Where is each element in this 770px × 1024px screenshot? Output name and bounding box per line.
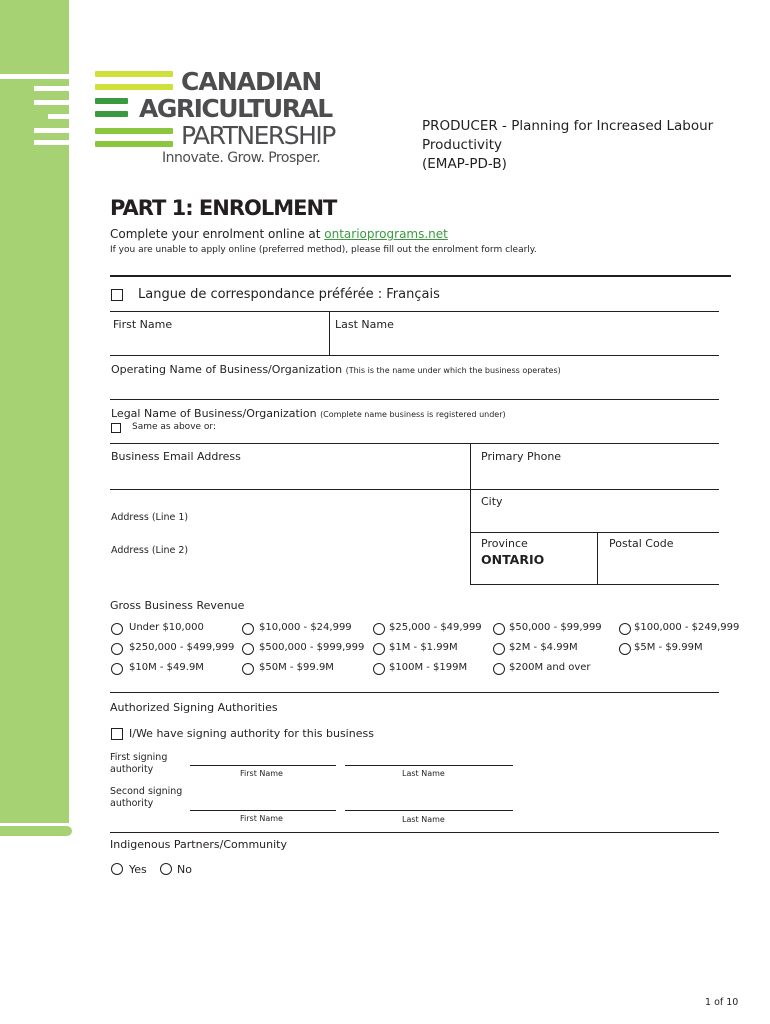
last-name-caption: Last Name — [402, 815, 445, 824]
instruction-text: Complete your enrolment online at — [110, 227, 321, 241]
decorative-sidebar — [0, 0, 69, 823]
revenue-option: $50M - $99.9M — [259, 662, 334, 673]
revenue-option: $500,000 - $999,999 — [259, 642, 365, 653]
revenue-radio[interactable] — [242, 663, 254, 675]
last-name-caption: Last Name — [402, 769, 445, 778]
first-signer-last-name-input[interactable] — [345, 750, 512, 765]
signing-authority-checkbox[interactable] — [111, 728, 123, 740]
signature-line — [345, 765, 513, 766]
gross-revenue-label: Gross Business Revenue — [110, 599, 245, 612]
indigenous-yes-radio[interactable] — [111, 863, 123, 875]
address-line2-label: Address (Line 2) — [111, 545, 189, 556]
divider — [110, 311, 719, 312]
postal-code-input[interactable] — [599, 553, 718, 583]
sidebar-stripe — [34, 86, 69, 91]
sidebar-stripe — [34, 140, 69, 145]
revenue-radio[interactable] — [111, 663, 123, 675]
first-name-label: First Name — [113, 318, 173, 331]
city-label: City — [481, 495, 503, 508]
signature-line — [190, 765, 336, 766]
first-name-caption: First Name — [240, 814, 283, 823]
divider — [110, 443, 719, 444]
revenue-radio[interactable] — [493, 643, 505, 655]
page-number: 1 of 10 — [705, 997, 739, 1008]
revenue-radio[interactable] — [242, 643, 254, 655]
province-label: Province — [481, 537, 528, 550]
revenue-radio[interactable] — [619, 623, 631, 635]
business-email-input[interactable] — [110, 466, 468, 488]
logo-bar — [95, 111, 128, 117]
revenue-radio[interactable] — [111, 643, 123, 655]
second-signer-first-name-input[interactable] — [190, 795, 335, 810]
second-signing-label — [110, 786, 182, 810]
operating-name-input[interactable] — [110, 380, 719, 399]
instruction — [110, 227, 448, 241]
indigenous-label: Indigenous Partners/Community — [110, 838, 287, 851]
logo-line3: PARTNERSHIP — [181, 121, 335, 150]
address-line1-input[interactable] — [180, 505, 468, 529]
divider — [110, 832, 719, 833]
operating-name-note: (This is the name under which the business operates) — [345, 366, 561, 375]
divider — [110, 692, 719, 693]
first-signing-label — [110, 752, 167, 776]
divider — [110, 489, 719, 490]
sidebar-stripe — [34, 100, 69, 105]
first-signing-label-l1: First signing — [110, 752, 168, 763]
signing-authorities-label: Authorized Signing Authorities — [110, 701, 278, 714]
revenue-radio[interactable] — [373, 663, 385, 675]
revenue-option: $50,000 - $99,999 — [509, 622, 602, 633]
divider — [597, 532, 598, 585]
operating-name-text: Operating Name of Business/Organization — [111, 363, 343, 376]
signing-authority-checkbox-label: I/We have signing authority for this business — [129, 727, 374, 740]
indigenous-no-label: No — [177, 863, 192, 876]
divider — [110, 355, 719, 356]
indigenous-yes-label: Yes — [129, 863, 147, 876]
logo-bar — [95, 141, 173, 147]
divider — [470, 584, 719, 585]
revenue-radio[interactable] — [242, 623, 254, 635]
divider — [329, 311, 330, 356]
revenue-radio[interactable] — [111, 623, 123, 635]
revenue-option: $10M - $49.9M — [129, 662, 204, 673]
primary-phone-input[interactable] — [472, 466, 718, 488]
revenue-option: $100M - $199M — [389, 662, 468, 673]
primary-phone-label: Primary Phone — [481, 450, 562, 463]
second-signing-label-l1: Second signing — [110, 786, 183, 797]
part-heading: PART 1: ENROLMENT — [110, 196, 337, 220]
legal-name-text: Legal Name of Business/Organization — [111, 407, 317, 420]
form-title — [422, 117, 713, 174]
divider — [110, 275, 731, 277]
first-signing-label-l2: authority — [110, 764, 154, 775]
first-name-input[interactable] — [110, 335, 328, 355]
sidebar-tab — [0, 826, 72, 836]
revenue-option: $2M - $4.99M — [509, 642, 578, 653]
logo-bar — [95, 71, 173, 77]
city-input[interactable] — [472, 510, 718, 530]
logo-bar — [95, 84, 173, 90]
revenue-radio[interactable] — [373, 643, 385, 655]
revenue-radio[interactable] — [373, 623, 385, 635]
divider — [110, 399, 719, 400]
last-name-input[interactable] — [331, 335, 717, 355]
same-as-above-checkbox[interactable] — [111, 423, 121, 433]
signature-line — [345, 810, 513, 811]
instruction-note: If you are unable to apply online (preferred method), please fill out the enrolment form clearly. — [110, 245, 537, 255]
logo-tagline: Innovate. Grow. Prosper. — [162, 150, 321, 166]
address-line2-input[interactable] — [180, 538, 468, 582]
revenue-option: $100,000 - $249,999 — [634, 622, 740, 633]
revenue-radio[interactable] — [493, 663, 505, 675]
sidebar-stripe — [34, 128, 69, 133]
revenue-option: $1M - $1.99M — [389, 642, 458, 653]
revenue-option: $10,000 - $24,999 — [259, 622, 352, 633]
first-signer-first-name-input[interactable] — [190, 750, 335, 765]
legal-name-label — [111, 407, 506, 420]
revenue-radio[interactable] — [619, 643, 631, 655]
logo-bar — [95, 128, 173, 134]
second-signing-label-l2: authority — [110, 798, 154, 809]
ontarioprograms-link[interactable]: ontarioprograms.net — [324, 227, 448, 241]
revenue-option: $25,000 - $49,999 — [389, 622, 482, 633]
revenue-option: $5M - $9.99M — [634, 642, 703, 653]
same-as-above-label: Same as above or: — [132, 422, 216, 432]
divider — [470, 532, 719, 533]
form-title-line3: (EMAP-PD-B) — [422, 156, 507, 172]
revenue-radio[interactable] — [493, 623, 505, 635]
form-title-line1: PRODUCER - Planning for Increased Labour — [422, 118, 714, 134]
language-label: Langue de correspondance préférée : Français — [138, 287, 440, 302]
logo-line1: CANADIAN — [181, 67, 322, 96]
legal-name-note: (Complete name business is registered under) — [320, 410, 506, 419]
operating-name-label — [111, 363, 561, 376]
revenue-option: Under $10,000 — [129, 622, 204, 633]
logo-bar — [95, 98, 128, 104]
last-name-label: Last Name — [335, 318, 394, 331]
address-line1-label: Address (Line 1) — [111, 512, 189, 523]
business-email-label: Business Email Address — [111, 450, 241, 463]
logo-line2: AGRICULTURAL — [139, 94, 332, 123]
revenue-option: $250,000 - $499,999 — [129, 642, 235, 653]
form-title-line2: Productivity — [422, 137, 503, 153]
signature-line — [190, 810, 336, 811]
postal-code-label: Postal Code — [609, 537, 674, 550]
first-name-caption: First Name — [240, 769, 283, 778]
sidebar-stripe — [0, 74, 69, 79]
language-checkbox[interactable] — [111, 289, 123, 301]
sidebar-stripe — [48, 114, 69, 119]
divider — [470, 443, 471, 585]
province-value: ONTARIO — [481, 552, 545, 567]
revenue-option: $200M and over — [509, 662, 591, 673]
indigenous-no-radio[interactable] — [160, 863, 172, 875]
second-signer-last-name-input[interactable] — [345, 795, 512, 810]
